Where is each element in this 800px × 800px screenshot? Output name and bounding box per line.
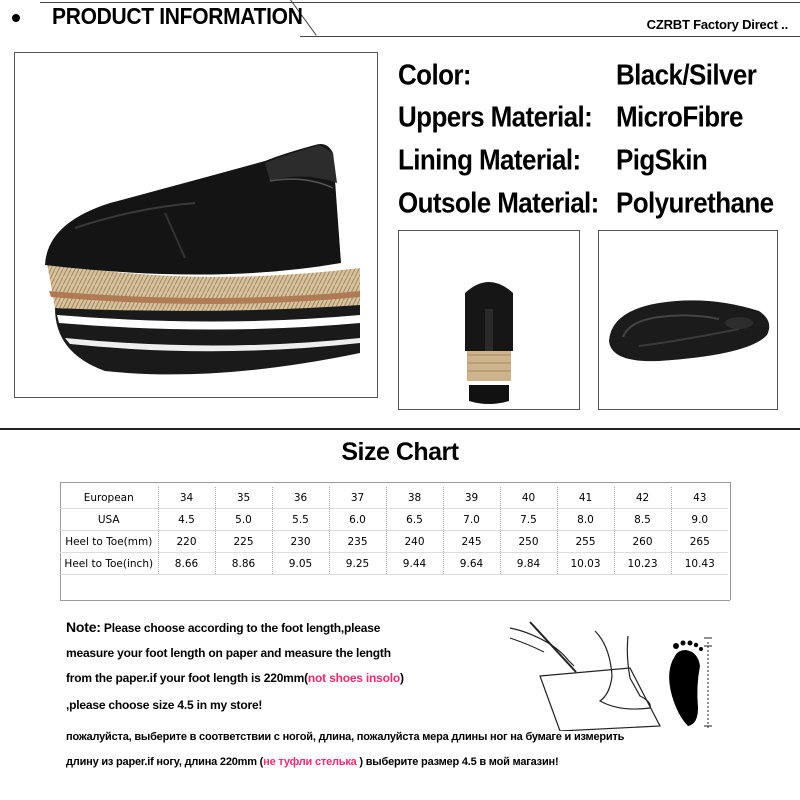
row-label: European [60,487,158,509]
spec-uppers-value: MicroFibre [616,100,743,133]
product-photo-side [14,52,378,398]
table-cell: 9.64 [443,553,500,575]
table-cell: 260 [614,531,671,553]
table-cell: 230 [272,531,329,553]
shoe-sole-illustration [599,231,777,409]
row-label: Heel to Toe(inch) [60,553,158,575]
table-cell: 5.0 [215,509,272,531]
note-label: Note: [66,619,101,635]
table-cell: 225 [215,531,272,553]
table-cell: 4.5 [158,509,215,531]
table-cell: 40 [500,487,557,509]
table-cell: 39 [443,487,500,509]
note-ru-text-2c: ) выберите размер 4.5 в мой магазин! [356,756,559,768]
section-divider [0,428,800,430]
table-cell: 7.0 [443,509,500,531]
size-chart-table [60,487,728,575]
product-photo-back [398,230,580,410]
row-label: Heel to Toe(mm) [60,531,158,553]
table-cell: 8.0 [557,509,614,531]
table-cell: 6.0 [329,509,386,531]
page-title: PRODUCT INFORMATION [52,4,303,30]
table-cell: 43 [671,487,728,509]
spec-uppers-label: Uppers Material: [398,100,593,133]
header-bottom-rule [300,36,800,37]
row-label: USA [60,509,158,531]
table-cell: 38 [386,487,443,509]
note-ru-line-1: пожалуйста, выберите в соответствии с ногой, длина, пожалуйста мера длины ног на бумаге и измерить [66,731,625,743]
spec-color-value: Black/Silver [616,58,757,91]
table-cell: 9.84 [500,553,557,575]
table-cell: 255 [557,531,614,553]
table-cell: 41 [557,487,614,509]
bullet-icon [12,14,20,22]
table-cell: 6.5 [386,509,443,531]
table-border-right [730,482,731,600]
table-cell: 245 [443,531,500,553]
table-cell: 8.86 [215,553,272,575]
table-cell: 8.5 [614,509,671,531]
foot-measure-illustration [500,616,800,731]
note-text-3a: from the paper.if your foot length is 220mm( [66,671,308,685]
note-line-2: measure your foot length on paper and measure the length [66,646,391,660]
size-chart-body [60,487,728,575]
spec-lining-value: PigSkin [616,143,708,176]
store-name: CZRBT Factory Direct .. [646,17,788,32]
note-ru-line-2 [66,756,558,768]
table-row [60,531,728,553]
note-ru-highlight: не туфли стелька [263,756,357,768]
table-cell: 9.05 [272,553,329,575]
note-line-3 [66,671,404,685]
product-photo-sole [598,230,778,410]
table-border-bottom [60,600,730,601]
shoe-side-illustration [15,53,377,397]
note-line-4: ,please choose size 4.5 in my store! [66,698,263,712]
table-cell: 220 [158,531,215,553]
table-border-top [60,482,730,483]
note-line-1 [66,619,380,635]
spec-outsole-value: Polyurethane [616,186,774,219]
table-cell: 42 [614,487,671,509]
table-cell: 35 [215,487,272,509]
table-row [60,487,728,509]
table-cell: 9.0 [671,509,728,531]
table-cell: 265 [671,531,728,553]
spec-outsole-label: Outsole Material: [398,186,599,219]
table-cell: 37 [329,487,386,509]
note-text-1: Please choose according to the foot length,please [100,621,381,635]
table-cell: 250 [500,531,557,553]
table-cell: 5.5 [272,509,329,531]
spec-lining-label: Lining Material: [398,143,581,176]
table-cell: 7.5 [500,509,557,531]
size-chart-title: Size Chart [341,438,459,466]
note-ru-text-2a: длину из paper.if ногу, длина 220mm ( [66,756,264,768]
table-cell: 10.23 [614,553,671,575]
table-cell: 235 [329,531,386,553]
shoe-back-illustration [399,231,579,409]
table-cell: 10.43 [671,553,728,575]
table-cell: 34 [158,487,215,509]
header-top-rule [40,2,800,3]
table-cell: 36 [272,487,329,509]
spec-color-label: Color: [398,58,471,91]
table-cell: 240 [386,531,443,553]
table-cell: 9.25 [329,553,386,575]
table-row [60,509,728,531]
note-highlight: not shoes insolo [307,671,401,685]
table-cell: 9.44 [386,553,443,575]
table-cell: 8.66 [158,553,215,575]
table-cell: 10.03 [557,553,614,575]
note-text-3c: ) [400,671,404,685]
table-row [60,553,728,575]
